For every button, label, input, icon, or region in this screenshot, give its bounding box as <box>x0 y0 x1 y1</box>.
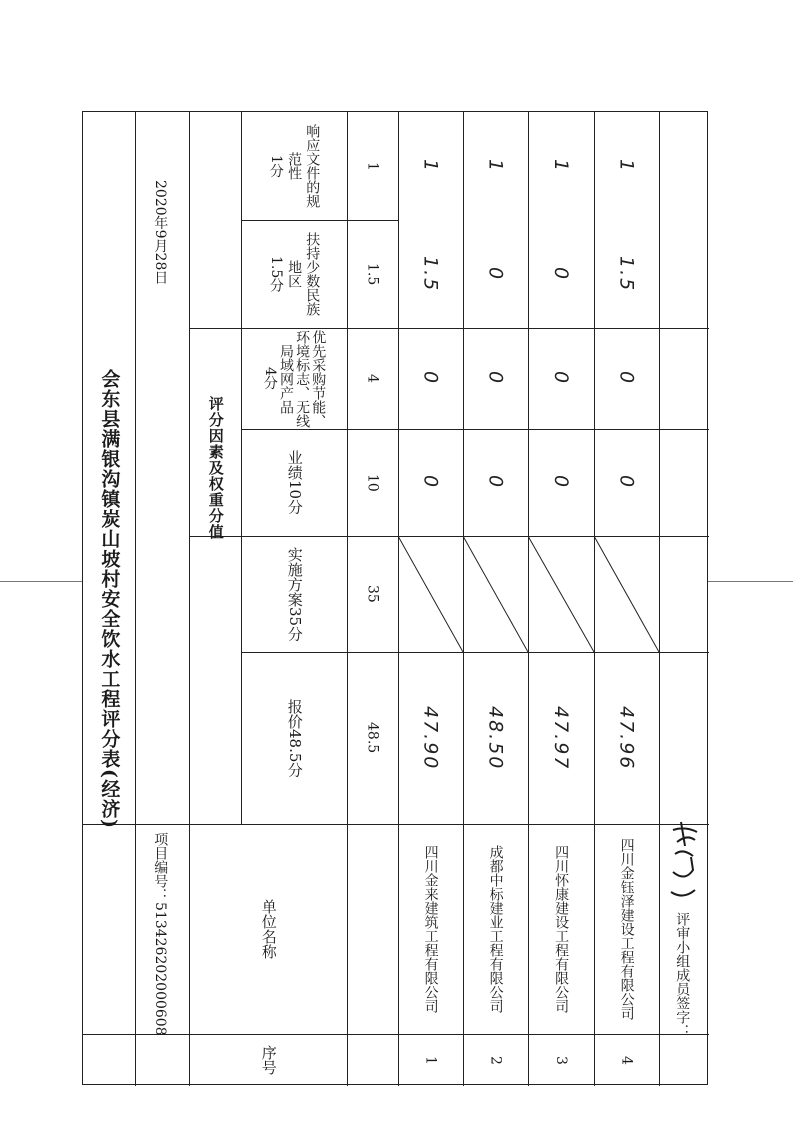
rule <box>659 112 660 1086</box>
strike-line <box>398 536 463 652</box>
page-title: 会东县满银沟镇炭山坡村安全饮水工程评分表(经济) <box>98 369 121 829</box>
row-3-normativity: 1 <box>550 158 572 174</box>
max-plan: 35 <box>364 585 381 603</box>
max-minority: 1.5 <box>364 262 381 286</box>
max-normativity: 1 <box>364 161 381 171</box>
seq-header: 序号 <box>259 1045 278 1075</box>
name-header: 单位名称 <box>259 899 278 959</box>
rule <box>347 220 398 221</box>
row-1-seq: 1 <box>422 1055 439 1065</box>
report-date: 2020年9月28日 <box>152 180 169 285</box>
row-2-name: 成都中标建业工程有限公司 <box>487 845 504 1013</box>
project-number <box>151 832 169 1036</box>
rule <box>135 112 136 1086</box>
name-header-cell <box>189 824 347 1034</box>
row-2-seq: 2 <box>487 1055 504 1065</box>
project-label: 项目编号： <box>152 832 169 902</box>
max-performance: 10 <box>364 473 381 492</box>
rule <box>241 220 347 221</box>
row-2-minority: 0 <box>484 266 507 282</box>
row-3-performance: 0 <box>550 475 572 490</box>
strike-line <box>594 536 659 652</box>
group-header-cell <box>189 112 241 824</box>
row-1-eco: 0 <box>419 371 442 386</box>
row-4-seq: 4 <box>618 1055 635 1065</box>
row-4-name: 四川金钰泽建设工程有限公司 <box>618 838 635 1020</box>
row-1-price: 47.90 <box>419 705 442 771</box>
row-3-seq: 3 <box>553 1055 570 1065</box>
max-eco: 4 <box>364 374 381 383</box>
plan-strikes <box>398 536 659 652</box>
title-cell <box>83 112 135 1086</box>
criterion-minority: 扶持少数民族 地区 1.5分 <box>267 232 321 316</box>
row-3-price: 47.97 <box>550 705 572 771</box>
row-1-name: 四川金来建筑工程有限公司 <box>422 845 439 1013</box>
max-price: 48.5 <box>364 722 381 754</box>
row-2-price: 48.50 <box>484 705 507 771</box>
row-2-normativity: 1 <box>484 158 507 174</box>
row-4-performance: 0 <box>615 475 638 490</box>
row-4-normativity: 1 <box>615 158 638 174</box>
strike-line <box>528 536 594 652</box>
score-sheet <box>82 111 708 1085</box>
criterion-price: 报价48.5分 <box>285 698 304 778</box>
group-header: 评分因素及权重分值 <box>206 396 225 540</box>
criterion-performance: 业绩10分 <box>285 450 304 515</box>
signature-mark <box>663 812 703 907</box>
row-1-normativity: 1 <box>419 158 442 174</box>
row-1-minority: 1.5 <box>419 255 442 293</box>
row-3-name: 四川怀康建设工程有限公司 <box>553 845 570 1013</box>
row-2-performance: 0 <box>484 475 507 490</box>
seq-header-cell <box>189 1034 347 1086</box>
criterion-eco-products: 优先采购节能、 环境标志、无线 局域网产品 4分 <box>261 329 327 428</box>
project-value: 513426202000608 <box>152 902 169 1036</box>
row-4-minority: 1.5 <box>615 255 638 293</box>
strike-line <box>463 536 528 652</box>
row-4-price: 47.96 <box>615 705 638 771</box>
row-4-eco: 0 <box>615 371 638 386</box>
row-1-performance: 0 <box>419 475 442 490</box>
row-3-minority: 0 <box>550 266 572 282</box>
criterion-plan: 实施方案35分 <box>285 546 304 642</box>
row-2-eco: 0 <box>484 371 507 386</box>
signature-label: 评审小组成员签字： <box>674 912 691 1038</box>
row-3-eco: 0 <box>550 371 572 386</box>
criterion-normativity: 响应文件的规 范性 1分 <box>267 124 321 208</box>
